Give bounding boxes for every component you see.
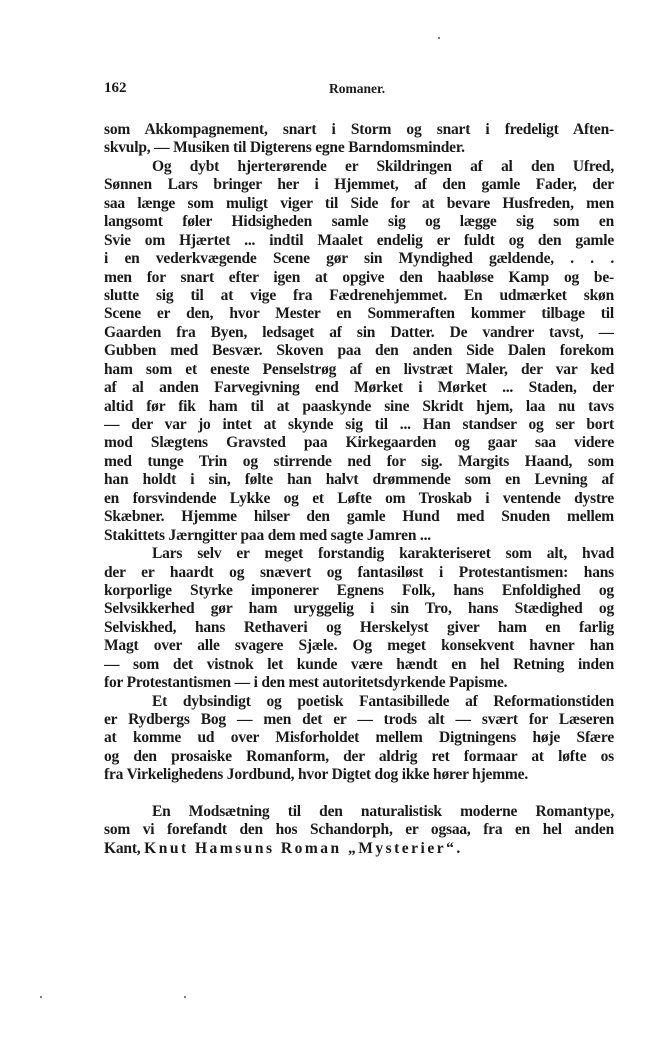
text-line: saa længe som muligt viger til Side for at bevare Husfreden, men [104, 194, 614, 212]
text-line: slutte sig til at vige fra Fædrenehjemmet. En udmærket skøn [104, 286, 614, 304]
paper-speck [184, 996, 186, 998]
text-line: der er haardt og snævert og fantasiløst i Protestantismen: hans [104, 563, 614, 581]
text-line: som Akkompagnement, snart i Storm og snart i fredeligt Aften- [104, 121, 614, 138]
text-line: Scene er den, hvor Mester en Sommeraften kommer tilbage til [104, 305, 614, 323]
text-line: Selvsikkerhed gør ham uryggelig i sin Tro, hans Stædighed og [104, 600, 614, 618]
paper-speck [40, 996, 42, 998]
text-line: Magt over alle svagere Sjæle. Og meget konsekvent havner han [104, 637, 614, 655]
text-line: Et dybsindigt og poetisk Fantasibillede af Reformationstiden [152, 692, 614, 710]
paper-speck [438, 37, 440, 39]
text-line: fra Virkelighedens Jordbund, hvor Digtet dog ikke hører hjemme. [104, 766, 528, 784]
text-line: Lars selv er meget forstandig karakteriseret som alt, hvad [152, 545, 614, 563]
text-line: han holdt i sin, følte han halvt drømmende som en Levning af [104, 471, 614, 489]
text-line: — som det vistnok let kunde være hændt en hel Retning inden [104, 655, 614, 673]
text-line: mod Slægtens Gravsted paa Kirkegaarden og gaar saa videre [104, 434, 614, 452]
text-line: ham som et eneste Penselstrøg af en livstræt Maler, der var ked [104, 360, 614, 378]
text-line: er Rydbergs Bog — men det er — trods alt — svært for Læseren [104, 711, 614, 728]
text-line: Sønnen Lars bringer her i Hjemmet, af den gamle Fader, der [104, 176, 614, 194]
body-text [104, 121, 614, 858]
text-line: Skæbner. Hjemme hilser den gamle Hund med Snuden mellem [104, 508, 614, 526]
section-gap [104, 785, 614, 803]
page-header [104, 80, 614, 100]
text-line: og den prosaiske Romanform, der aldrig ret formaar at løfte os [104, 747, 614, 765]
text-line: Gubben med Besvær. Skoven paa den anden Side Dalen forekom [104, 342, 614, 360]
text-line: Og dybt hjerterørende er Skildringen af al den Ufred, [152, 157, 614, 175]
text-line: en forsvindende Lykke og et Løfte om Troskab i ventende dystre [104, 489, 614, 507]
book-reference: Knut Hamsuns Roman „Mysterier“. [144, 839, 463, 857]
text-line: skvulp, — Musiken til Digterens egne Barndomsminder. [104, 139, 465, 157]
text-line: altid før fik ham til at paaskynde sine Skridt hjem, laa nu tavs [104, 397, 614, 415]
final-line-prefix: Kant, [104, 839, 145, 857]
text-line: Gaarden fra Byen, ledsaget af sin Datter. De vandrer tavst, — [104, 323, 614, 341]
text-line: men for snart efter igen at opgive den haabløse Kamp og be- [104, 268, 614, 286]
page-number: 162 [104, 80, 127, 96]
text-line: Selviskhed, hans Rethaveri og Herskelyst giver ham en farlig [104, 618, 614, 636]
text-line: korporlige Styrke imponerer Egnens Folk, hans Enfoldighed og [104, 581, 614, 599]
text-line: i en vederkvægende Scene gør sin Myndighed gældende, . . . [104, 250, 614, 268]
text-line: En Modsætning til den naturalistisk moderne Romantype, [152, 802, 614, 820]
text-line-final [104, 840, 614, 858]
text-line: at komme ud over Misforholdet mellem Digtningens høje Sfære [104, 729, 614, 747]
text-line: langsomt føler Hidsigheden samle sig og lægge sig som en [104, 213, 614, 231]
text-line: med tunge Trin og stirrende ned for sig. Margits Haand, som [104, 452, 614, 470]
text-line: som vi forefandt den hos Schandorph, er ogsaa, fra en hel anden [104, 821, 614, 839]
text-line: Stakittets Jærngitter paa dem med sagte Jamren ... [104, 526, 431, 544]
text-line: for Protestantismen — i den mest autoritetsdyrkende Papisme. [104, 674, 508, 692]
text-line: af al anden Farvegivning end Mørket i Mørket ... Staden, der [104, 379, 614, 397]
running-head: Romaner. [329, 81, 386, 96]
text-line: Svie om Hjærtet ... indtil Maalet endelig er fuldt og den gamle [104, 231, 614, 249]
text-line: — der var jo intet at skynde sig til ... Han standser og ser bort [104, 416, 614, 433]
